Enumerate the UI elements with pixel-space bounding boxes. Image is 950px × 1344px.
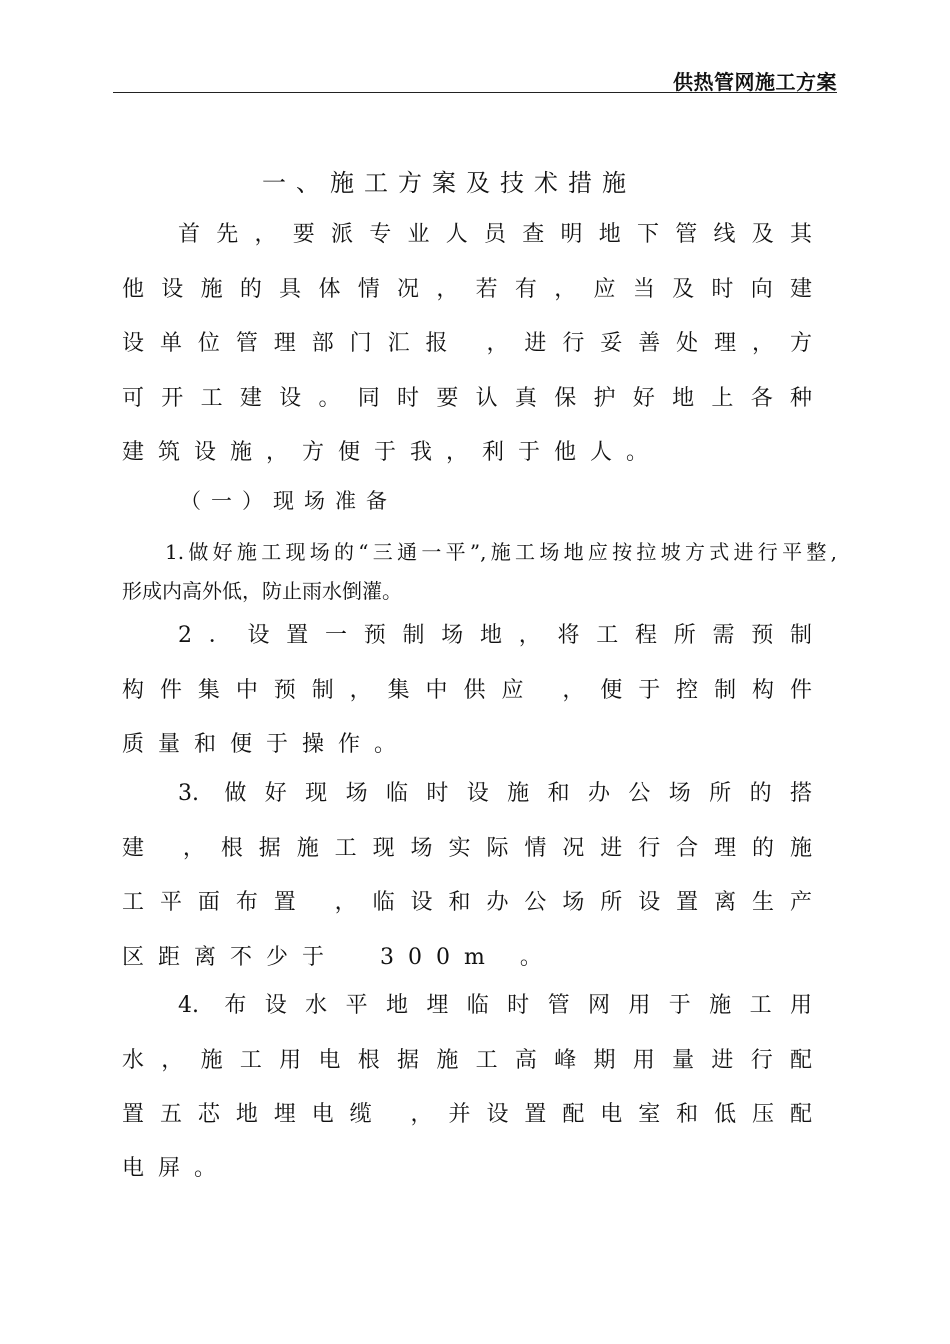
item2-line-1: 2．设置一预制场地，将工程所需预制 [178,623,812,648]
item4-line-1: 4. 布设水平地埋临时管网用于施工用 [178,993,812,1018]
page-header [113,62,837,93]
item2-line-3: 质量和便于操作。 [122,732,411,757]
intro-line-5: 建筑设施，方便于我，利于他人。 [122,440,663,465]
intro-line-1: 首先，要派专业人员查明地下管线及其 [178,222,812,247]
section-title: 一、施工方案及技术措施 [262,169,636,197]
item2-line-2: 构件集中预制，集中供应 ，便于控制构件 [122,678,812,703]
item1-line-1: 1.做好施工现场的“三通一平”,施工场地应按拉坡方式进行平整, [165,540,837,564]
item1-line-2: 形成内高外低，防止雨水倒灌。 [122,579,402,603]
intro-line-2: 他设施的具体情况，若有，应当及时向建 [122,277,812,302]
item3-line-1: 3. 做好现场临时设施和办公场所的搭 [178,781,812,806]
item4-line-4: 电屏。 [122,1156,231,1181]
item4-line-3: 置五芯地埋电缆 ，并设置配电室和低压配 [122,1102,812,1127]
intro-line-4: 可开工建设。同时要认真保护好地上各种 [122,386,812,411]
item3-line-3: 工平面布置 ，临设和办公场所设置离生产 [122,890,812,915]
intro-line-3: 设单位管理部门汇报 ，进行妥善处理，方 [122,331,812,356]
item4-line-2: 水，施工用电根据施工高峰期用量进行配 [122,1048,812,1073]
item3-line-2: 建 ，根据施工现场实际情况进行合理的施 [122,836,812,861]
item3-line-4: 区距离不少于 300m 。 [122,945,556,970]
document-header-title: 供热管网施工方案 [673,70,837,94]
subsection-title: （一）现场准备 [180,489,397,513]
